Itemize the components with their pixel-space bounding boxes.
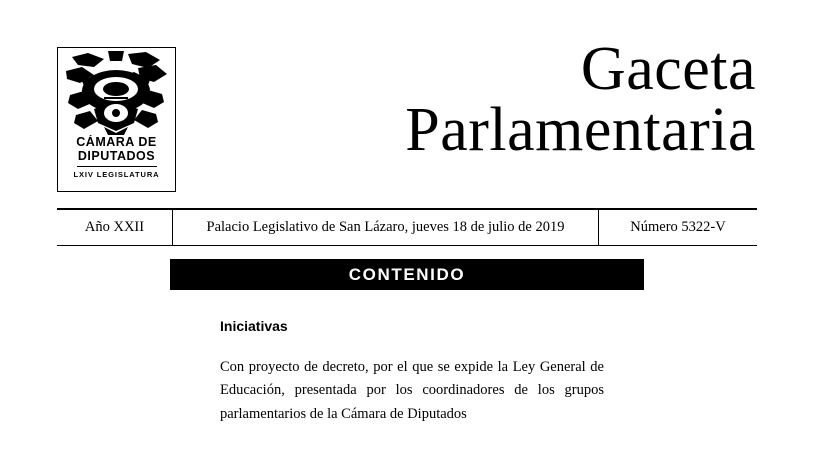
page-title (196, 35, 756, 164)
contenido-banner: CONTENIDO (170, 259, 644, 290)
masthead (0, 0, 814, 205)
infobar-place-date: Palacio Legislativo de San Lázaro, jueves 18 de julio de 2019 (172, 210, 599, 245)
contents-entry[interactable]: Con proyecto de decreto, por el que se expide la Ley General de Educación, presentada por los coordinadores de los grupos parlamentarios de la Cámara de Diputados (220, 359, 604, 422)
logo-legislature: LXIV LEGISLATURA (73, 170, 160, 179)
infobar-number: Número 5322-V (630, 219, 726, 235)
logo-org-line2: DIPUTADOS (77, 148, 156, 163)
infobar-bottom-rule (57, 245, 757, 246)
logo-divider (77, 166, 157, 167)
infobar-year: Año XXII (84, 219, 145, 235)
infobar (57, 210, 757, 245)
logo-org-name (76, 136, 156, 163)
chamber-logo (57, 47, 176, 192)
section-heading-iniciativas: Iniciativas (220, 318, 288, 334)
title-line-parlamentaria: Parlamentaria (405, 95, 756, 164)
logo-org-line1: CÁMARA DE (76, 135, 157, 149)
eagle-emblem-icon (64, 51, 169, 135)
title-line-gaceta: Gaceta (580, 35, 756, 103)
